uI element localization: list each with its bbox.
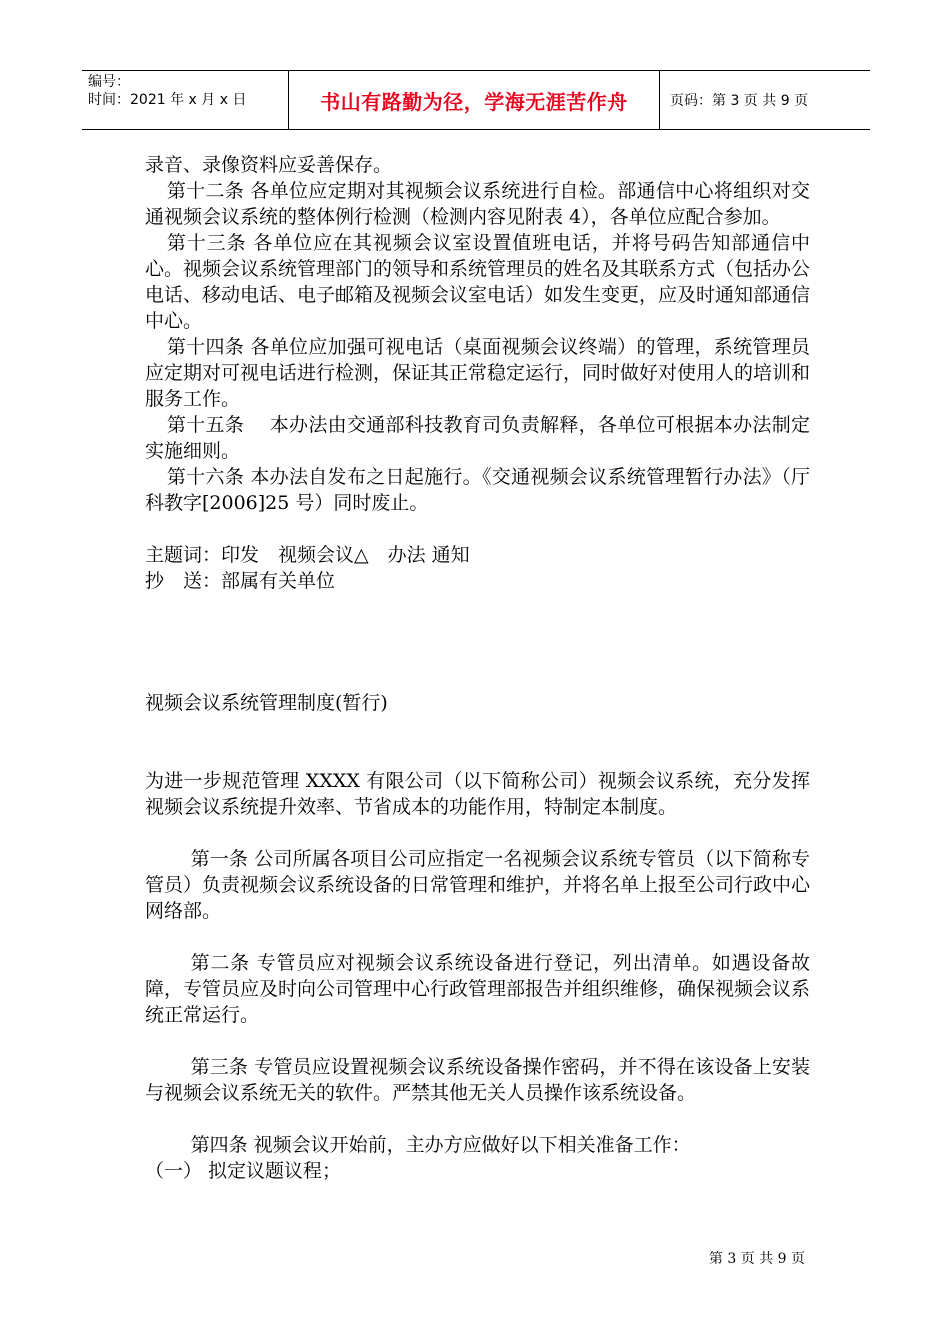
- header-motto: 书山有路勤为径，学海无涯苦作舟: [320, 89, 628, 114]
- document-body: [145, 152, 810, 1184]
- article-4-item-1: （一） 拟定议题议程；: [145, 1160, 342, 1182]
- intro-paragraph: 为进一步规范管理 XXXX 有限公司（以下简称公司）视频会议系统，充分发挥视频会议系统提升效率、节省成本的功能作用，特制定本制度。: [145, 770, 810, 818]
- article-2: 第二条 专管员应对视频会议系统设备进行登记，列出清单。如遇设备故障，专管员应及时向公司管理中心行政管理部报告并组织维修，确保视频会议系统正常运行。: [145, 952, 811, 1026]
- article-14: 第十四条 各单位应加强可视电话（桌面视频会议终端）的管理，系统管理员应定期对可视电话进行检测，保证其正常稳定运行，同时做好对使用人的培训和服务工作。: [145, 336, 811, 410]
- document-time-label: 时间：2021 年 x 月 x 日: [88, 92, 247, 108]
- footer-page-number: 第 3 页 共 9 页: [708, 1251, 805, 1267]
- paragraph: 录音、录像资料应妥善保存。: [145, 154, 393, 176]
- article-15: 第十五条 本办法由交通部科技教育司负责解释，各单位可根据本办法制定实施细则。: [145, 414, 810, 462]
- header-page-number: 页码：第 3 页 共 9 页: [670, 93, 809, 109]
- header-page-cell: [660, 71, 870, 129]
- document-number-label: 编号：: [88, 74, 130, 90]
- article-1: 第一条 公司所属各项目公司应指定一名视频会议系统专管员（以下简称专管员）负责视频会议系统设备的日常管理和维护，并将名单上报至公司行政中心网络部。: [145, 848, 811, 922]
- article-3: 第三条 专管员应设置视频会议系统设备操作密码，并不得在该设备上安装与视频会议系统无关的软件。严禁其他无关人员操作该系统设备。: [145, 1056, 810, 1104]
- article-16: 第十六条 本办法自发布之日起施行。《交通视频会议系统管理暂行办法》（厅科教字[2006]25 号）同时废止。: [145, 466, 810, 514]
- header-motto-cell: [289, 71, 660, 129]
- header-meta: [82, 71, 289, 129]
- document-title: 视频会议系统管理制度(暂行): [145, 692, 388, 714]
- page-footer: [709, 1248, 805, 1268]
- subject-words: 主题词：印发 视频会议△ 办法 通知: [145, 544, 470, 566]
- page-header: [82, 70, 870, 130]
- cc-line: 抄 送：部属有关单位: [145, 570, 336, 592]
- article-4: 第四条 视频会议开始前，主办方应做好以下相关准备工作：: [190, 1134, 691, 1156]
- article-13: 第十三条 各单位应在其视频会议室设置值班电话，并将号码告知部通信中心。视频会议系统管理部门的领导和系统管理员的姓名及其联系方式（包括办公电话、移动电话、电子邮箱及视频会议室电话）如发生变更，应及时通知部通信中心。: [145, 232, 811, 332]
- article-12: 第十二条 各单位应定期对其视频会议系统进行自检。部通信中心将组织对交通视频会议系统的整体例行检测（检测内容见附表 4），各单位应配合参加。: [145, 180, 810, 228]
